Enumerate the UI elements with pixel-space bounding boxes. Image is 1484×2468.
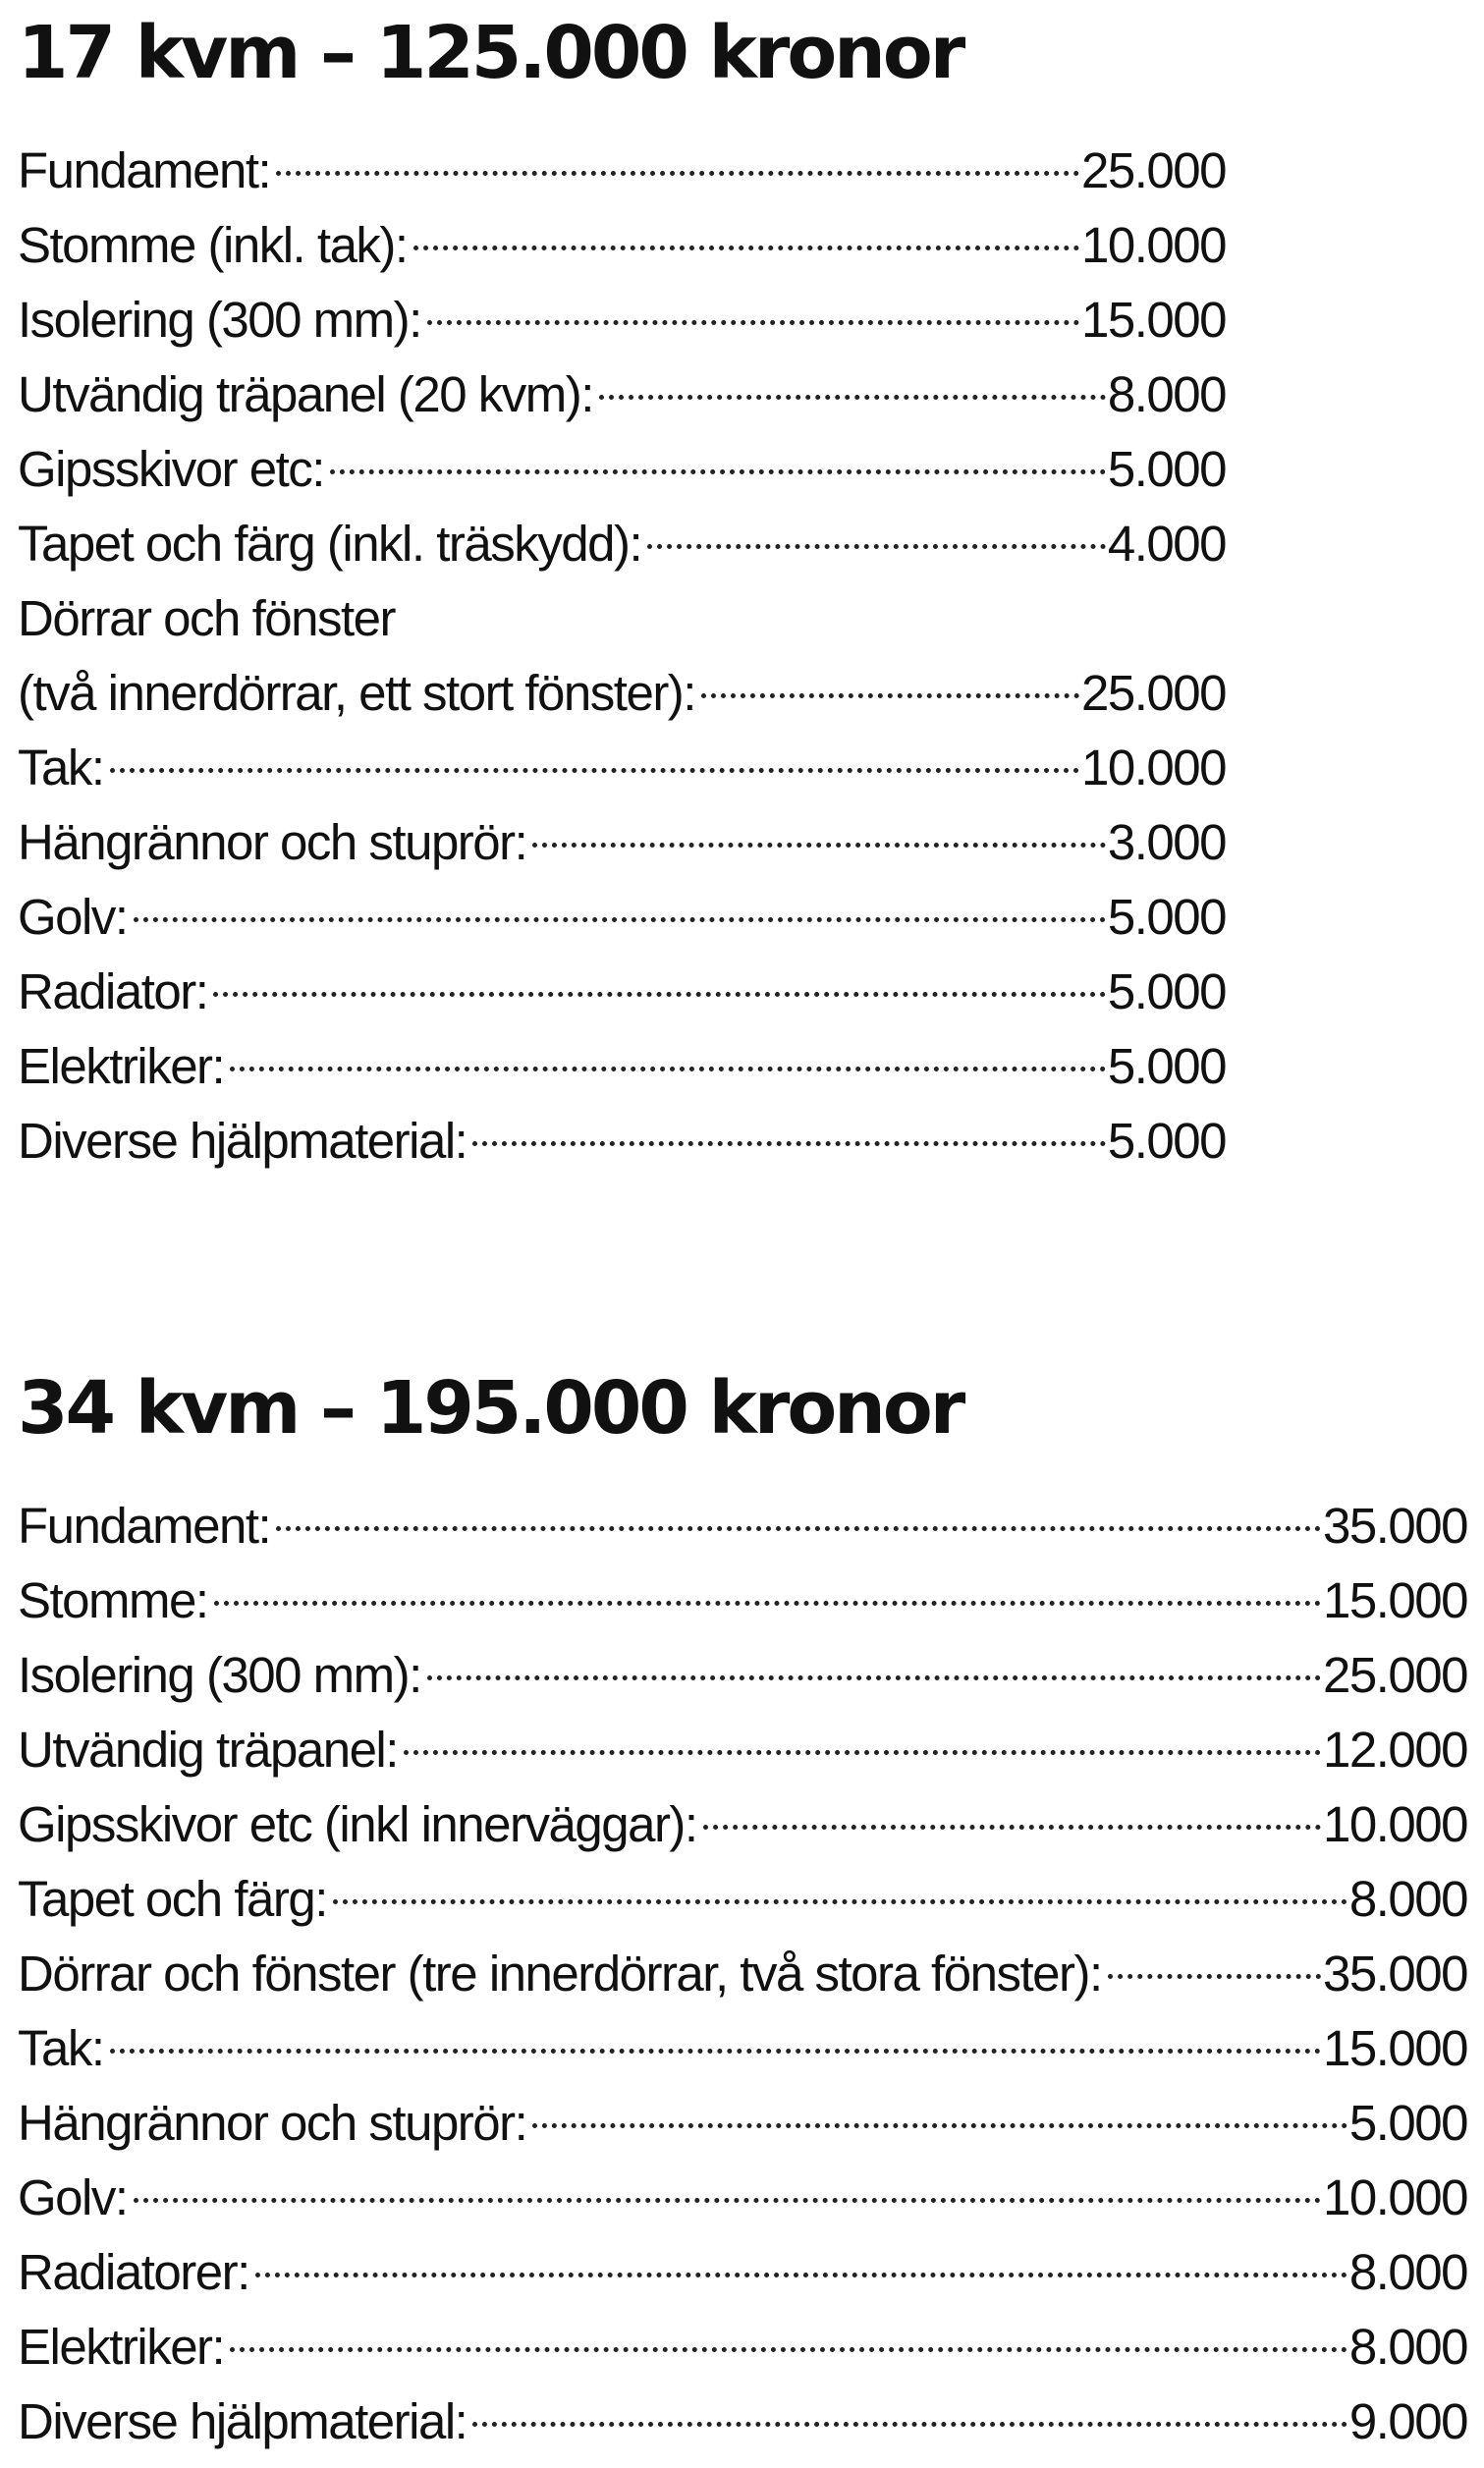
cost-label: Radiator: xyxy=(18,963,208,1019)
cost-value: 8.000 xyxy=(1348,2319,1467,2375)
cost-row xyxy=(18,1563,1467,1638)
cost-row xyxy=(18,2086,1467,2161)
cost-value: 15.000 xyxy=(1323,2020,1467,2076)
cost-label: Golv: xyxy=(18,889,128,945)
dot-leader xyxy=(413,246,1079,250)
cost-value: 35.000 xyxy=(1323,1946,1467,2002)
cost-value: 10.000 xyxy=(1081,217,1226,273)
cost-value: 35.000 xyxy=(1323,1498,1467,1554)
cost-label: Gipsskivor etc (inkl innerväggar): xyxy=(18,1796,697,1852)
cost-value: 15.000 xyxy=(1323,1572,1467,1628)
dot-leader xyxy=(276,1526,1321,1531)
dot-leader xyxy=(214,1601,1321,1606)
cost-row xyxy=(18,2385,1467,2459)
cost-value: 25.000 xyxy=(1081,665,1226,721)
cost-row xyxy=(18,2011,1467,2086)
cost-label: Stomme: xyxy=(18,1572,208,1628)
cost-list xyxy=(18,134,1226,1179)
cost-row xyxy=(18,2235,1467,2310)
cost-row xyxy=(18,581,1226,656)
cost-label: Dörrar och fönster xyxy=(18,590,395,646)
cost-value: 4.000 xyxy=(1107,516,1226,572)
cost-row xyxy=(18,1029,1226,1104)
dot-leader xyxy=(532,843,1106,848)
cost-label: Diverse hjälpmaterial: xyxy=(18,2393,467,2449)
cost-value: 25.000 xyxy=(1081,142,1226,198)
cost-label: Fundament: xyxy=(18,142,271,198)
cost-row xyxy=(18,880,1226,955)
dot-leader xyxy=(230,2347,1347,2352)
dot-leader xyxy=(333,1899,1347,1904)
cost-value: 15.000 xyxy=(1081,292,1226,348)
cost-label: Radiatorer: xyxy=(18,2244,249,2300)
cost-value: 5.000 xyxy=(1107,1113,1226,1169)
cost-value: 8.000 xyxy=(1348,1871,1467,1927)
cost-row xyxy=(18,432,1226,507)
cost-row xyxy=(18,1787,1467,1862)
cost-label: (två innerdörrar, ett stort fönster): xyxy=(18,665,695,721)
dot-leader xyxy=(427,320,1079,325)
cost-row xyxy=(18,283,1226,357)
cost-label: Hängrännor och stuprör: xyxy=(18,2095,527,2151)
cost-value: 10.000 xyxy=(1081,740,1226,795)
cost-value: 5.000 xyxy=(1107,889,1226,945)
cost-row xyxy=(18,1937,1467,2011)
dot-leader xyxy=(472,1141,1106,1146)
cost-label: Utvändig träpanel: xyxy=(18,1722,398,1778)
dot-leader xyxy=(213,992,1105,997)
cost-label: Golv: xyxy=(18,2169,128,2225)
cost-row xyxy=(18,1713,1467,1787)
dot-leader xyxy=(1108,1974,1321,1979)
cost-row xyxy=(18,208,1226,283)
dot-leader xyxy=(701,693,1079,698)
cost-value: 10.000 xyxy=(1323,1796,1467,1852)
cost-row xyxy=(18,2310,1467,2385)
dot-leader xyxy=(427,1675,1321,1680)
cost-label: Diverse hjälpmaterial: xyxy=(18,1113,467,1169)
cost-row xyxy=(18,1638,1467,1713)
cost-label: Fundament: xyxy=(18,1498,271,1554)
cost-row xyxy=(18,507,1226,581)
cost-row xyxy=(18,1862,1467,1937)
dot-leader xyxy=(134,2198,1321,2203)
cost-row xyxy=(18,955,1226,1029)
cost-row xyxy=(18,357,1226,432)
cost-label: Tak: xyxy=(18,740,104,795)
cost-label: Dörrar och fönster (tre innerdörrar, två stora fönster): xyxy=(18,1946,1102,2002)
dot-leader xyxy=(110,2049,1321,2054)
cost-row xyxy=(18,656,1226,731)
cost-label: Hängrännor och stuprör: xyxy=(18,814,527,870)
dot-leader xyxy=(230,1067,1106,1071)
dot-leader xyxy=(404,1750,1321,1755)
cost-value: 12.000 xyxy=(1323,1722,1467,1778)
dot-leader xyxy=(330,469,1106,474)
cost-label: Tapet och färg: xyxy=(18,1871,327,1927)
cost-value: 25.000 xyxy=(1323,1647,1467,1703)
dot-leader xyxy=(472,2422,1347,2427)
cost-value: 8.000 xyxy=(1348,2244,1467,2300)
dot-leader xyxy=(276,171,1079,176)
dot-leader xyxy=(255,2273,1347,2277)
cost-label: Tapet och färg (inkl. träskydd): xyxy=(18,516,642,572)
cost-label: Elektriker: xyxy=(18,1038,225,1094)
cost-row xyxy=(18,134,1226,208)
cost-row xyxy=(18,805,1226,880)
cost-value: 5.000 xyxy=(1107,963,1226,1019)
section-heading: 17 kvm – 125.000 kronor xyxy=(18,11,963,95)
dot-leader xyxy=(599,395,1106,400)
dot-leader xyxy=(647,544,1106,549)
cost-section-34-kvm xyxy=(18,1355,1467,2459)
cost-value: 8.000 xyxy=(1107,366,1226,422)
cost-value: 9.000 xyxy=(1348,2393,1467,2449)
cost-label: Tak: xyxy=(18,2020,104,2076)
cost-row xyxy=(18,2161,1467,2235)
cost-row xyxy=(18,731,1226,805)
cost-label: Gipsskivor etc: xyxy=(18,441,324,497)
cost-label: Isolering (300 mm): xyxy=(18,1647,421,1703)
cost-value: 3.000 xyxy=(1107,814,1226,870)
cost-label: Isolering (300 mm): xyxy=(18,292,421,348)
dot-leader xyxy=(703,1825,1321,1830)
dot-leader xyxy=(134,917,1106,922)
cost-label: Elektriker: xyxy=(18,2319,225,2375)
cost-list xyxy=(18,1489,1467,2459)
cost-value: 5.000 xyxy=(1348,2095,1467,2151)
cost-value: 5.000 xyxy=(1107,441,1226,497)
cost-value: 5.000 xyxy=(1107,1038,1226,1094)
cost-section-17-kvm xyxy=(18,0,1226,1179)
dot-leader xyxy=(532,2123,1347,2128)
cost-value: 10.000 xyxy=(1323,2169,1467,2225)
cost-row xyxy=(18,1104,1226,1179)
section-heading: 34 kvm – 195.000 kronor xyxy=(18,1366,963,1451)
dot-leader xyxy=(110,768,1079,773)
cost-label: Stomme (inkl. tak): xyxy=(18,217,408,273)
cost-row xyxy=(18,1489,1467,1563)
cost-label: Utvändig träpanel (20 kvm): xyxy=(18,366,593,422)
